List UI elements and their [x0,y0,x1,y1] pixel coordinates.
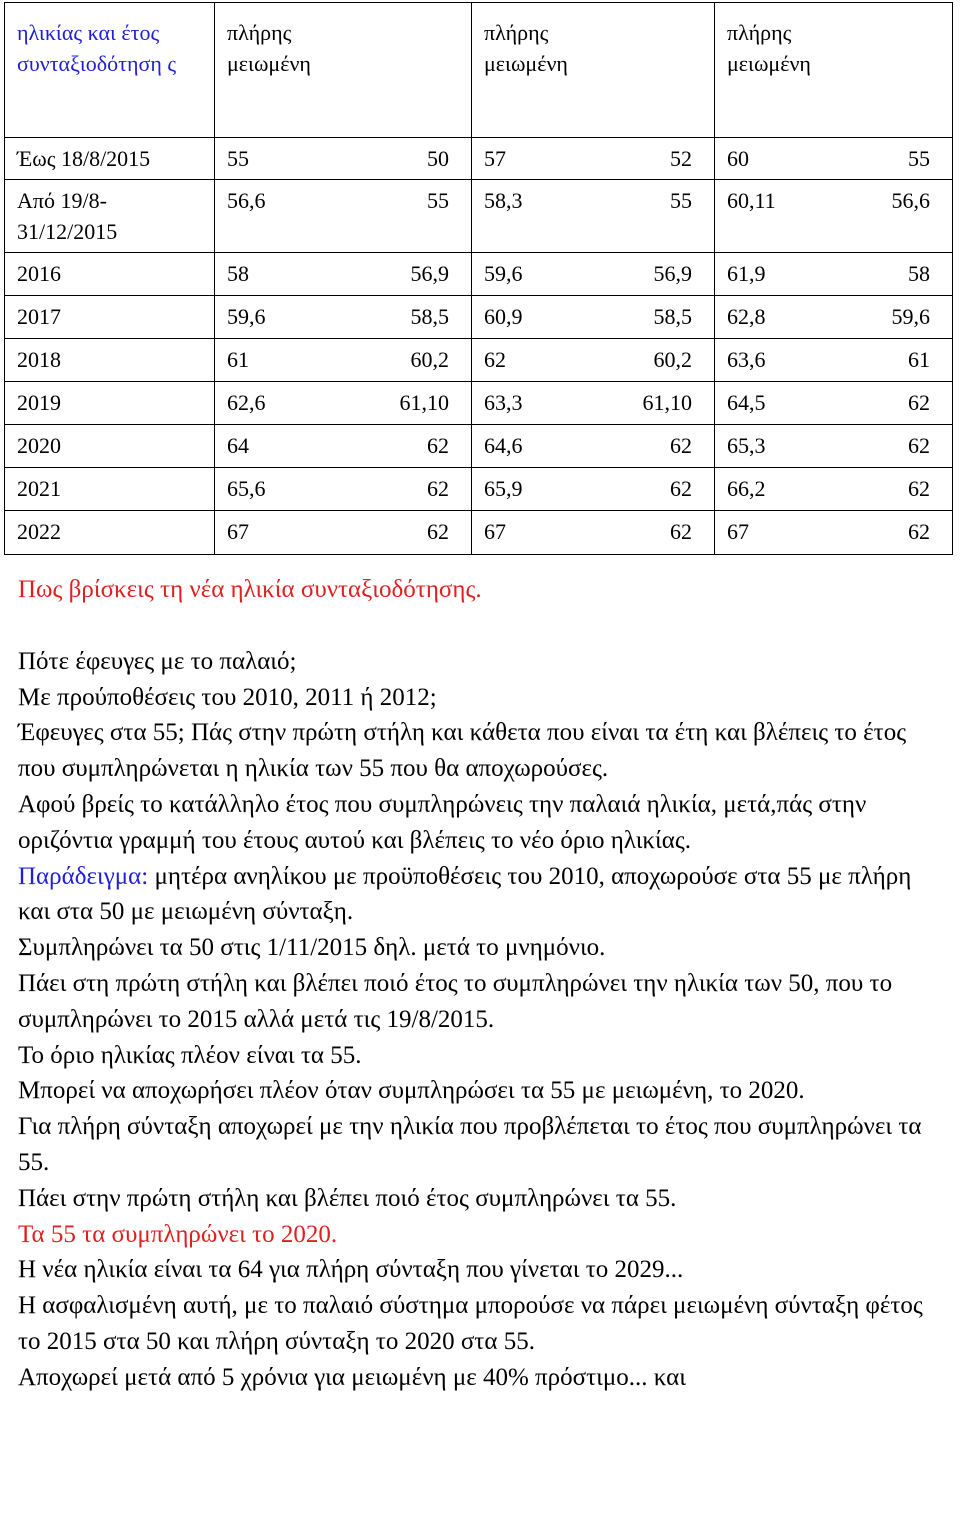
value-pair-cell [472,180,715,253]
reduced-age-value: 62 [908,519,930,544]
reduced-age-value: 60,2 [653,347,692,372]
reduced-age-value: 55 [670,188,692,213]
value-pair [484,301,714,332]
full-age-value: 57 [484,146,506,171]
value-pair [227,258,471,289]
value-pair [227,143,471,174]
value-pair-cell [715,296,953,339]
year-label: 2021 [17,476,61,501]
value-pair-cell [715,382,953,425]
full-age-value: 65,3 [727,433,766,458]
value-pair-cell [472,253,715,296]
example-text: μητέρα ανηλίκου με προϋποθέσεις του 2010, αποχωρούσε στα 55 με πλήρη και στα 50 με μειωμένη σύνταξη. [18,862,912,926]
year-label: 2022 [17,519,61,544]
value-pair-cell [715,511,953,555]
reduced-age-value: 61,10 [399,390,449,415]
value-pair [484,185,714,216]
reduced-age-value: 62 [908,433,930,458]
value-pair-cell [715,253,953,296]
value-pair [227,516,471,547]
value-pair [484,344,714,375]
paragraph-7: Πάει στη πρώτη στήλη και βλέπει ποιό έτος το συμπληρώνει την ηλικία των 50, που το συμπληρώνει το 2015 αλλά μετά τις 19/8/2015. [18,969,893,1033]
full-age-value: 67 [484,519,506,544]
full-age-value: 58,3 [484,188,523,213]
value-pair-cell [715,138,953,180]
table-row [5,138,953,180]
reduced-age-value: 62 [427,476,449,501]
value-pair [227,387,471,418]
reduced-age-value: 61,10 [642,390,692,415]
full-age-value: 64,5 [727,390,766,415]
full-age-value: 65,6 [227,476,266,501]
header-col-3-text: πλήρης μειωμένη [727,20,811,76]
year-cell [5,253,215,296]
table-row [5,180,953,253]
value-pair [484,258,714,289]
full-age-value: 60,9 [484,304,523,329]
year-cell [5,425,215,468]
header-col-1-text: πλήρης μειωμένη [227,20,311,76]
full-age-value: 59,6 [227,304,266,329]
full-age-value: 56,6 [227,188,266,213]
value-pair-cell [715,468,953,511]
paragraph-14: Η ασφαλισμένη αυτή, με το παλαιό σύστημα μπορούσε να πάρει μειωμένη σύνταξη φέτος το 2015 στα 50 και πλήρη σύνταξη το 2020 στα 55. [18,1292,923,1355]
reduced-age-value: 50 [427,146,449,171]
value-pair [727,258,952,289]
value-pair-cell [472,138,715,180]
year-label: 2020 [17,433,61,458]
value-pair [227,473,471,504]
year-cell [5,339,215,382]
full-age-value: 58 [227,261,249,286]
full-age-value: 65,9 [484,476,523,501]
reduced-age-value: 62 [670,433,692,458]
header-col-1 [215,3,472,138]
full-age-value: 55 [227,146,249,171]
value-pair [727,516,952,547]
table-row [5,339,953,382]
paragraph-13: Η νέα ηλικία είναι τα 64 για πλήρη σύνταξη που γίνεται το 2029... [18,1256,684,1284]
table-row [5,296,953,339]
paragraph-6: Συμπληρώνει τα 50 στις 1/11/2015 δηλ. μετά το μνημόνιο. [18,934,606,962]
year-label: 2016 [17,261,61,286]
value-pair [484,387,714,418]
paragraph-8: Το όριο ηλικίας πλέον είναι τα 55. [18,1041,362,1069]
reduced-age-value: 60,2 [410,347,449,372]
value-pair-cell [472,339,715,382]
reduced-age-value: 62 [670,519,692,544]
value-pair [727,473,952,504]
reduced-age-value: 62 [427,519,449,544]
year-label: 2017 [17,304,61,329]
paragraph-15: Αποχωρεί μετά από 5 χρόνια για μειωμένη με 40% πρόστιμο... και [18,1363,687,1391]
full-age-value: 62,6 [227,390,266,415]
table-row [5,425,953,468]
value-pair-cell [215,253,472,296]
paragraph-11: Πάει στην πρώτη στήλη και βλέπει ποιό έτος συμπληρώνει τα 55. [18,1184,677,1212]
paragraph-9: Μπορεί να αποχωρήσει πλέον όταν συμπληρώσει τα 55 με μειωμένη, το 2020. [18,1077,805,1105]
full-age-value: 64,6 [484,433,523,458]
value-pair-cell [472,425,715,468]
reduced-age-value: 62 [427,433,449,458]
value-pair [484,473,714,504]
value-pair [727,344,952,375]
paragraph-1: Πότε έφευγες με το παλαιό; [18,647,297,675]
reduced-age-value: 58,5 [653,304,692,329]
value-pair [727,143,952,174]
value-pair-cell [215,511,472,555]
full-age-value: 62 [484,347,506,372]
value-pair-cell [472,382,715,425]
table-row [5,253,953,296]
reduced-age-value: 52 [670,146,692,171]
header-col-2 [472,3,715,138]
table-header-row [5,3,953,138]
full-age-value: 60 [727,146,749,171]
value-pair-cell [215,296,472,339]
full-age-value: 60,11 [727,188,776,213]
table-row [5,468,953,511]
paragraph-3: Έφευγες στα 55; Πάς στην πρώτη στήλη και κάθετα που είναι τα έτη και βλέπεις το έτος που συμπληρώνεται η ηλικία των 55 που θα αποχωρούσες. [18,719,907,783]
year-label: Από 19/8-31/12/2015 [17,188,118,244]
value-pair-cell [215,180,472,253]
full-age-value: 61,9 [727,261,766,286]
year-cell [5,468,215,511]
full-age-value: 59,6 [484,261,523,286]
reduced-age-value: 55 [908,146,930,171]
value-pair [484,430,714,461]
reduced-age-value: 58,5 [410,304,449,329]
reduced-age-value: 56,9 [653,261,692,286]
full-age-value: 61 [227,347,249,372]
full-age-value: 64 [227,433,249,458]
value-pair-cell [472,511,715,555]
value-pair-cell [215,425,472,468]
full-age-value: 62,8 [727,304,766,329]
full-age-value: 67 [727,519,749,544]
paragraph-12: Τα 55 τα συμπληρώνει το 2020. [18,1220,338,1248]
reduced-age-value: 59,6 [891,304,930,329]
reduced-age-value: 55 [427,188,449,213]
table-row [5,511,953,555]
year-cell [5,511,215,555]
value-pair [727,430,952,461]
header-label-cell [5,3,215,138]
full-age-value: 63,6 [727,347,766,372]
year-label: 2018 [17,347,61,372]
value-pair [227,430,471,461]
reduced-age-value: 58 [908,261,930,286]
full-age-value: 63,3 [484,390,523,415]
header-col-3 [715,3,953,138]
value-pair [727,387,952,418]
value-pair-cell [215,138,472,180]
paragraph-2: Με προύποθέσεις του 2010, 2011 ή 2012; [18,683,437,711]
value-pair [484,516,714,547]
table-row [5,382,953,425]
retirement-age-table [4,2,953,555]
reduced-age-value: 56,9 [410,261,449,286]
section-heading: Πως βρίσκεις τη νέα ηλικία συνταξιοδότησης. [18,576,482,603]
header-col-2-text: πλήρης μειωμένη [484,20,568,76]
full-age-value: 66,2 [727,476,766,501]
value-pair-cell [472,468,715,511]
full-age-value: 67 [227,519,249,544]
value-pair-cell [215,339,472,382]
value-pair-cell [472,296,715,339]
value-pair [227,185,471,216]
value-pair-cell [715,339,953,382]
paragraph-4: Αφού βρείς το κατάλληλο έτος που συμπληρώνεις την παλαιά ηλικία, μετά,πάς στην οριζόντια γραμμή του έτους αυτού και βλέπεις το νέο όριο ηλικίας. [18,790,867,854]
value-pair [227,301,471,332]
value-pair [727,185,952,216]
value-pair [227,344,471,375]
value-pair-cell [215,468,472,511]
paragraph-10: Για πλήρη σύνταξη αποχωρεί με την ηλικία που προβλέπεται το έτος που συμπληρώνει τα 55. [18,1113,922,1176]
header-label: ηλικίας και έτος συνταξιοδότηση ς [17,20,177,76]
value-pair [484,143,714,174]
value-pair-cell [715,425,953,468]
value-pair-cell [215,382,472,425]
explanation-text [18,572,948,1396]
reduced-age-value: 62 [670,476,692,501]
year-cell [5,382,215,425]
reduced-age-value: 62 [908,390,930,415]
year-label: 2019 [17,390,61,415]
value-pair [727,301,952,332]
reduced-age-value: 62 [908,476,930,501]
reduced-age-value: 56,6 [891,188,930,213]
year-label: Έως 18/8/2015 [17,146,151,171]
reduced-age-value: 61 [908,347,930,372]
example-paragraph [18,859,948,931]
value-pair-cell [715,180,953,253]
year-cell [5,138,215,180]
year-cell [5,180,215,253]
example-label: Παράδειγμα: [18,862,149,890]
year-cell [5,296,215,339]
